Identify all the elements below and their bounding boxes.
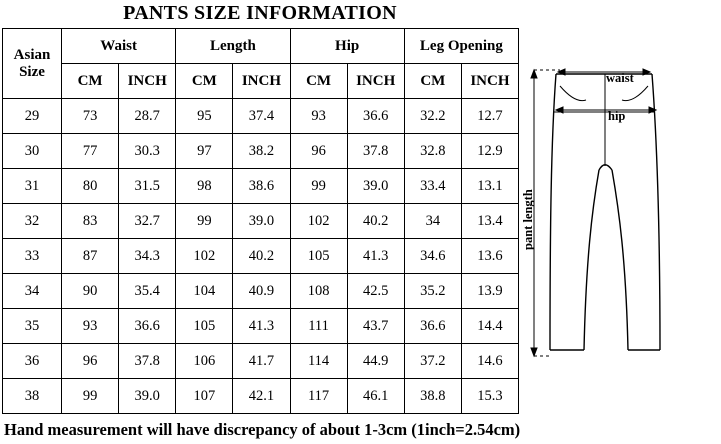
- table-header-group-row: [3, 29, 519, 64]
- header-waist-inch: INCH: [119, 64, 176, 99]
- cell-hip-inch: 37.8: [347, 134, 404, 169]
- cell-length-inch: 42.1: [233, 379, 290, 414]
- cell-leg-cm: 37.2: [404, 344, 461, 379]
- cell-leg-cm: 38.8: [404, 379, 461, 414]
- cell-length-inch: 38.6: [233, 169, 290, 204]
- cell-hip-inch: 40.2: [347, 204, 404, 239]
- table-row: [3, 204, 519, 239]
- cell-length-inch: 41.3: [233, 309, 290, 344]
- cell-waist-cm: 77: [62, 134, 119, 169]
- cell-leg-cm: 34: [404, 204, 461, 239]
- size-table-container: [2, 28, 519, 414]
- cell-hip-cm: 105: [290, 239, 347, 274]
- cell-hip-cm: 93: [290, 99, 347, 134]
- table-row: [3, 344, 519, 379]
- cell-waist-cm: 96: [62, 344, 119, 379]
- cell-waist-cm: 90: [62, 274, 119, 309]
- cell-leg-cm: 33.4: [404, 169, 461, 204]
- cell-hip-inch: 36.6: [347, 99, 404, 134]
- table-row: [3, 134, 519, 169]
- cell-waist-inch: 32.7: [119, 204, 176, 239]
- waist-label: waist: [606, 71, 634, 85]
- cell-size: 32: [3, 204, 62, 239]
- cell-length-cm: 105: [176, 309, 233, 344]
- table-header-unit-row: [3, 64, 519, 99]
- cell-waist-inch: 30.3: [119, 134, 176, 169]
- cell-length-inch: 37.4: [233, 99, 290, 134]
- cell-size: 35: [3, 309, 62, 344]
- cell-waist-inch: 28.7: [119, 99, 176, 134]
- table-row: [3, 309, 519, 344]
- pant-length-label: pant length: [521, 189, 535, 250]
- cell-waist-inch: 34.3: [119, 239, 176, 274]
- cell-waist-inch: 37.8: [119, 344, 176, 379]
- size-table: [2, 28, 519, 414]
- cell-leg-inch: 12.7: [461, 99, 518, 134]
- cell-hip-inch: 39.0: [347, 169, 404, 204]
- cell-waist-cm: 93: [62, 309, 119, 344]
- header-group-length: Length: [176, 29, 290, 64]
- pants-measurement-diagram: [520, 50, 718, 390]
- cell-length-cm: 99: [176, 204, 233, 239]
- header-leg-inch: INCH: [461, 64, 518, 99]
- table-row: [3, 239, 519, 274]
- cell-waist-cm: 73: [62, 99, 119, 134]
- cell-hip-cm: 99: [290, 169, 347, 204]
- header-hip-inch: INCH: [347, 64, 404, 99]
- header-waist-cm: CM: [62, 64, 119, 99]
- cell-size: 31: [3, 169, 62, 204]
- cell-length-inch: 40.9: [233, 274, 290, 309]
- cell-length-inch: 40.2: [233, 239, 290, 274]
- table-row: [3, 99, 519, 134]
- cell-waist-cm: 99: [62, 379, 119, 414]
- table-row: [3, 169, 519, 204]
- cell-leg-inch: 12.9: [461, 134, 518, 169]
- cell-size: 30: [3, 134, 62, 169]
- cell-length-cm: 104: [176, 274, 233, 309]
- header-group-waist: Waist: [62, 29, 176, 64]
- header-asian-line2: Size: [19, 63, 45, 80]
- cell-waist-cm: 83: [62, 204, 119, 239]
- cell-hip-inch: 41.3: [347, 239, 404, 274]
- measurement-note: Hand measurement will have discrepancy of about 1-3cm (1inch=2.54cm): [4, 420, 521, 439]
- header-length-cm: CM: [176, 64, 233, 99]
- table-row: [3, 274, 519, 309]
- hip-label: hip: [608, 109, 626, 123]
- cell-hip-cm: 102: [290, 204, 347, 239]
- cell-size: 34: [3, 274, 62, 309]
- cell-length-cm: 102: [176, 239, 233, 274]
- cell-hip-cm: 96: [290, 134, 347, 169]
- header-group-hip: Hip: [290, 29, 404, 64]
- cell-hip-inch: 46.1: [347, 379, 404, 414]
- cell-length-inch: 38.2: [233, 134, 290, 169]
- cell-hip-inch: 43.7: [347, 309, 404, 344]
- cell-length-cm: 98: [176, 169, 233, 204]
- table-body: [3, 99, 519, 414]
- cell-size: 38: [3, 379, 62, 414]
- cell-leg-cm: 32.2: [404, 99, 461, 134]
- cell-hip-cm: 117: [290, 379, 347, 414]
- cell-leg-cm: 35.2: [404, 274, 461, 309]
- cell-leg-inch: 14.4: [461, 309, 518, 344]
- cell-leg-inch: 13.1: [461, 169, 518, 204]
- cell-size: 29: [3, 99, 62, 134]
- cell-waist-inch: 31.5: [119, 169, 176, 204]
- cell-waist-cm: 87: [62, 239, 119, 274]
- header-asian-size: [3, 29, 62, 99]
- cell-size: 36: [3, 344, 62, 379]
- cell-length-cm: 95: [176, 99, 233, 134]
- cell-leg-inch: 14.6: [461, 344, 518, 379]
- cell-hip-inch: 42.5: [347, 274, 404, 309]
- cell-waist-cm: 80: [62, 169, 119, 204]
- cell-hip-inch: 44.9: [347, 344, 404, 379]
- cell-waist-inch: 36.6: [119, 309, 176, 344]
- cell-waist-inch: 35.4: [119, 274, 176, 309]
- header-length-inch: INCH: [233, 64, 290, 99]
- cell-leg-inch: 13.9: [461, 274, 518, 309]
- header-asian-line1: Asian: [13, 46, 51, 63]
- cell-leg-cm: 32.8: [404, 134, 461, 169]
- cell-hip-cm: 114: [290, 344, 347, 379]
- cell-length-cm: 97: [176, 134, 233, 169]
- cell-leg-inch: 13.4: [461, 204, 518, 239]
- header-hip-cm: CM: [290, 64, 347, 99]
- cell-hip-cm: 108: [290, 274, 347, 309]
- cell-leg-inch: 13.6: [461, 239, 518, 274]
- cell-leg-cm: 34.6: [404, 239, 461, 274]
- cell-hip-cm: 111: [290, 309, 347, 344]
- table-header: [3, 29, 519, 99]
- page-title: PANTS SIZE INFORMATION: [123, 2, 397, 24]
- cell-length-cm: 107: [176, 379, 233, 414]
- cell-length-cm: 106: [176, 344, 233, 379]
- header-group-leg-opening: Leg Opening: [404, 29, 518, 64]
- cell-length-inch: 39.0: [233, 204, 290, 239]
- cell-waist-inch: 39.0: [119, 379, 176, 414]
- cell-size: 33: [3, 239, 62, 274]
- cell-length-inch: 41.7: [233, 344, 290, 379]
- cell-leg-cm: 36.6: [404, 309, 461, 344]
- header-leg-cm: CM: [404, 64, 461, 99]
- cell-leg-inch: 15.3: [461, 379, 518, 414]
- table-row: [3, 379, 519, 414]
